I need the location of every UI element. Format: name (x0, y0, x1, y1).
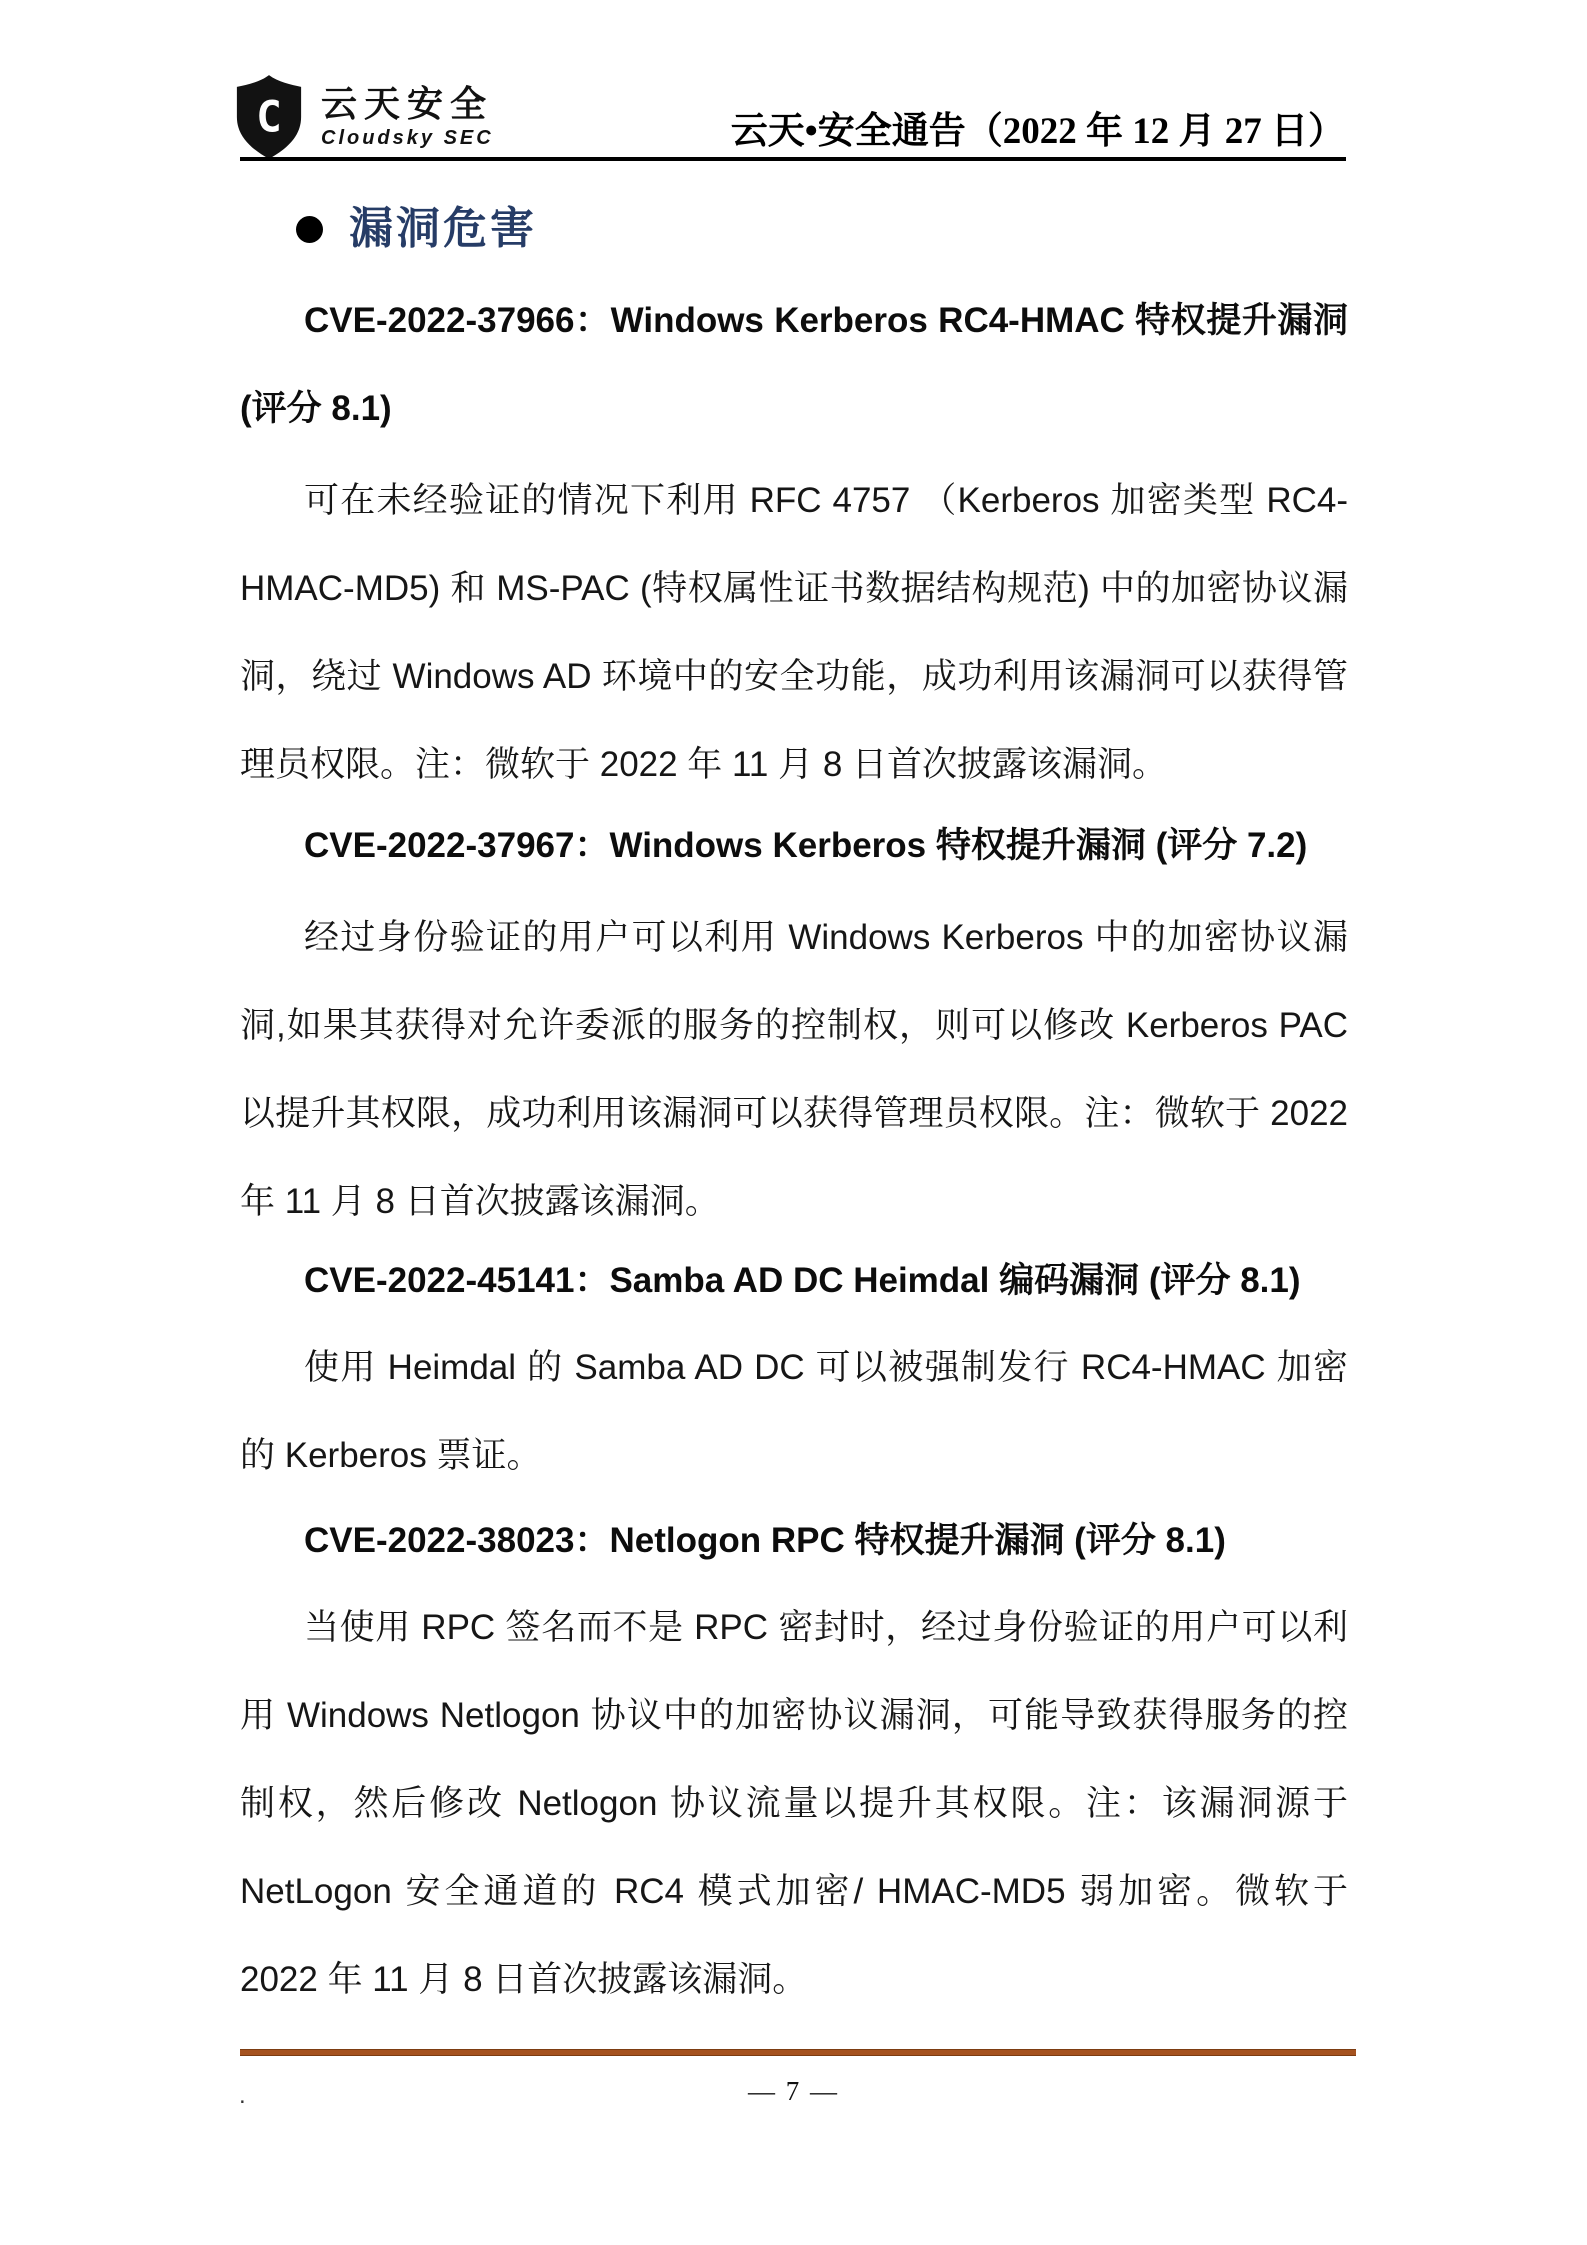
footer-rule-divider (240, 2049, 1356, 2056)
cve-body: 经过身份验证的用户可以利用 Windows Kerberos 中的加密协议漏洞,如果其获得对允许委派的服务的控制权，则可以修改 Kerberos PAC 以提升其权限，成功利用该漏洞可以获得管理员权限。注：微软于 2022 年 11 月 8 日首次披露该漏洞。 (240, 918, 1348, 1221)
cve-body: 当使用 RPC 签名而不是 RPC 密封时，经过身份验证的用户可以利用 Windows Netlogon 协议中的加密协议漏洞，可能导致获得服务的控制权，然后修改 Netlogon 协议流量以提升其权限。注：该漏洞源于 NetLogon 安全通道的 RC4 模式加密/ HMAC-MD5 弱加密。微软于 2022 年 11 月 8 日首次披露该漏洞。 (240, 1608, 1348, 1999)
header-logo (233, 74, 494, 160)
section-title: 漏洞危害 (349, 204, 537, 253)
cve-heading: CVE-2022-45141：Samba AD DC Heimdal 编码漏洞 (评分 8.1) (304, 1261, 1301, 1300)
cloudsky-shield-icon (233, 74, 305, 160)
header-rule-divider (240, 157, 1346, 161)
cve-body: 使用 Heimdal 的 Samba AD DC 可以被强制发行 RC4-HMAC 加密的 Kerberos 票证。 (240, 1348, 1348, 1475)
section-heading (296, 205, 537, 253)
logo-names (321, 84, 494, 150)
page-number: — 7 — (748, 2076, 839, 2106)
logo-name-en: Cloudsky SEC (321, 126, 494, 149)
footer-stray-dot: . (239, 2082, 246, 2109)
cve-body: 可在未经验证的情况下利用 RFC 4757 （Kerberos 加密类型 RC4-HMAC-MD5) 和 MS-PAC (特权属性证书数据结构规范) 中的加密协议漏洞，绕过 Windows AD 环境中的安全功能，成功利用该漏洞可以获得管理员权限。注：微软于 2022 年 11 月 8 日首次披露该漏洞。 (240, 481, 1348, 784)
bullet-dot-icon (296, 216, 323, 243)
doc-title: 云天•安全通告（2022 年 12 月 27 日） (730, 111, 1345, 152)
cve-heading: CVE-2022-37967：Windows Kerberos 特权提升漏洞 (评分 7.2) (304, 826, 1308, 865)
logo-name-cn: 云天安全 (321, 83, 494, 125)
cve-heading: CVE-2022-38023：Netlogon RPC 特权提升漏洞 (评分 8.1) (304, 1521, 1226, 1560)
svg-text:C: C (256, 92, 282, 143)
cve-heading: CVE-2022-37966：Windows Kerberos RC4-HMAC 特权提升漏洞 (评分 8.1) (240, 301, 1348, 428)
